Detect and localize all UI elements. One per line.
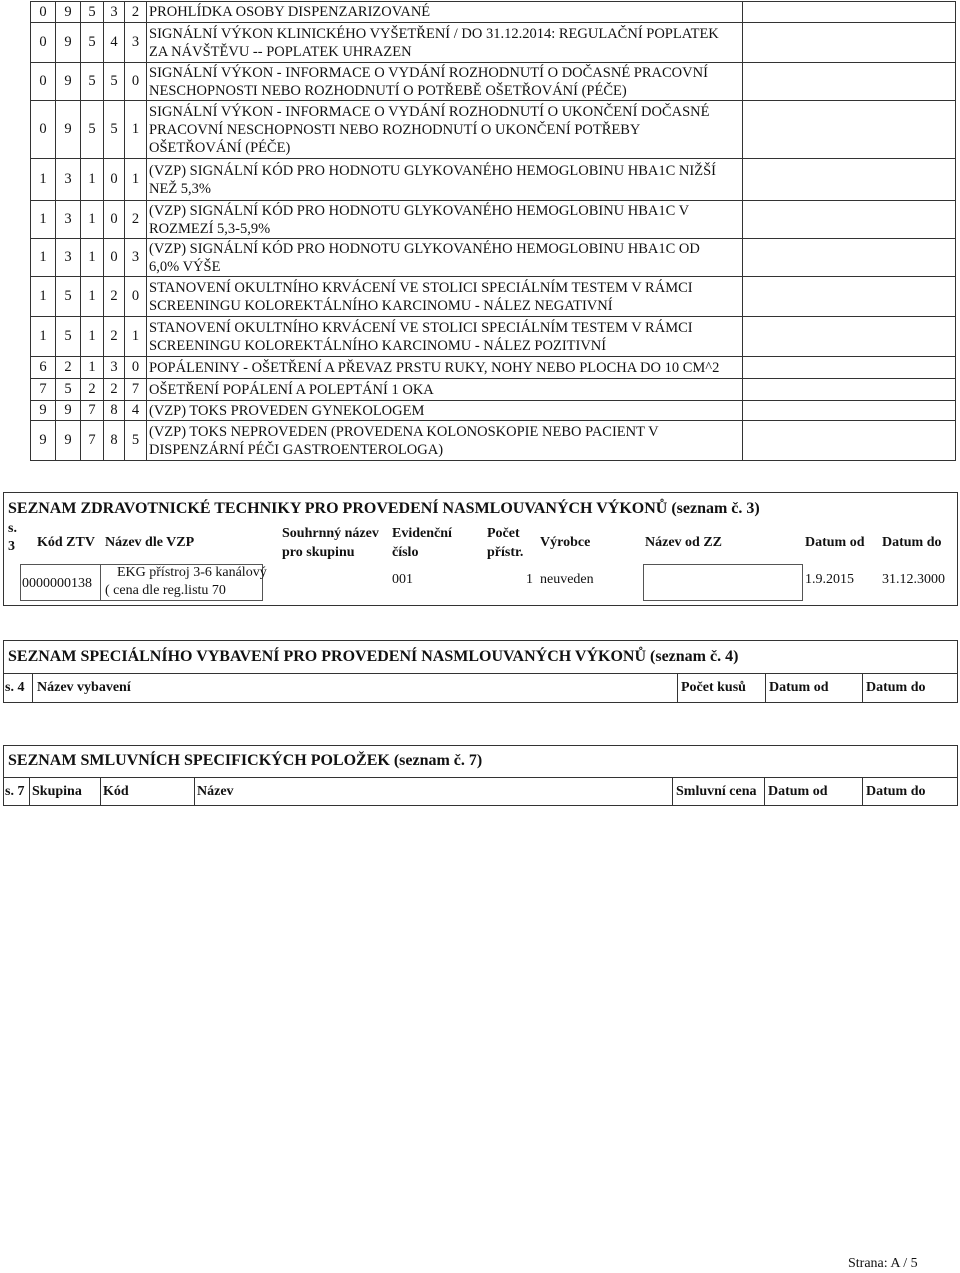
column-divider — [672, 777, 673, 806]
code-digit: 3 — [125, 239, 147, 277]
code-description-line: STANOVENÍ OKULTNÍHO KRVÁCENÍ VE STOLICI SPECIÁLNÍM TESTEM V RÁMCI — [149, 319, 693, 336]
code-digit: 0 — [31, 2, 56, 23]
code-description-line: PROHLÍDKA OSOBY DISPENZARIZOVANÉ — [149, 4, 431, 20]
header-divider — [3, 673, 958, 674]
code-digit: 2 — [104, 277, 125, 317]
code-digit: 1 — [31, 201, 56, 239]
code-digit: 9 — [56, 23, 81, 63]
code-description-line: (VZP) SIGNÁLNÍ KÓD PRO HODNOTU GLYKOVANÉHO HEMOGLOBINU HBA1C NIŽŠÍ — [149, 162, 716, 179]
column-header-datum-do: Datum do — [866, 784, 926, 799]
column-header-datum-do: Datum do — [866, 680, 926, 695]
empty-cell — [743, 63, 956, 101]
code-digit: 1 — [81, 159, 104, 201]
code-digit: 3 — [56, 201, 81, 239]
code-digit: 2 — [56, 357, 81, 379]
code-digit: 9 — [56, 101, 81, 159]
code-digit: 5 — [81, 2, 104, 23]
code-digit: 0 — [31, 63, 56, 101]
empty-cell — [743, 2, 956, 23]
code-description — [147, 159, 743, 201]
empty-cell — [743, 357, 956, 379]
empty-cell — [743, 201, 956, 239]
code-digit: 0 — [125, 277, 147, 317]
column-header-s: 3 — [8, 539, 15, 554]
code-digit: 1 — [125, 101, 147, 159]
column-header-datum-od: Datum od — [805, 535, 865, 550]
code-digit: 2 — [104, 379, 125, 401]
code-description-line: SIGNÁLNÍ VÝKON - INFORMACE O VYDÁNÍ ROZHODNUTÍ O UKONČENÍ DOČASNÉ — [149, 103, 710, 120]
column-divider — [764, 777, 765, 806]
code-row — [31, 63, 956, 101]
code-digit: 9 — [31, 401, 56, 421]
column-header-evidencni-cislo: číslo — [392, 545, 419, 560]
column-divider — [862, 777, 863, 806]
code-digit: 2 — [125, 2, 147, 23]
code-row — [31, 239, 956, 277]
code-digit: 5 — [56, 379, 81, 401]
code-digit: 0 — [31, 101, 56, 159]
code-row — [31, 357, 956, 379]
code-description-line: (VZP) SIGNÁLNÍ KÓD PRO HODNOTU GLYKOVANÉHO HEMOGLOBINU HBA1C OD — [149, 240, 700, 257]
column-header-vyrobce: Výrobce — [540, 535, 591, 550]
code-description-line: NESCHOPNOSTI NEBO ROZHODNUTÍ O POTŘEBĚ OŠETŘOVÁNÍ (PÉČE) — [149, 82, 627, 99]
code-description-line: STANOVENÍ OKULTNÍHO KRVÁCENÍ VE STOLICI SPECIÁLNÍM TESTEM V RÁMCI — [149, 279, 693, 296]
code-row — [31, 379, 956, 401]
code-description — [147, 201, 743, 239]
code-digit: 3 — [56, 239, 81, 277]
code-digit: 5 — [81, 63, 104, 101]
code-row — [31, 317, 956, 357]
code-digit: 1 — [31, 159, 56, 201]
column-header-nazev: Název — [197, 784, 234, 799]
code-digit: 7 — [31, 379, 56, 401]
code-digit: 9 — [56, 63, 81, 101]
column-header-evidencni-cislo: Evidenční — [392, 526, 452, 541]
code-description-line: POPÁLENINY - OŠETŘENÍ A PŘEVAZ PRSTU RUKY, NOHY NEBO PLOCHA DO 10 CM^2 — [149, 359, 720, 376]
column-header-souhrnny-nazev: pro skupinu — [282, 545, 355, 560]
column-header-smluvni-cena: Smluvní cena — [676, 784, 757, 799]
code-row — [31, 23, 956, 63]
empty-cell — [743, 379, 956, 401]
code-digit: 7 — [81, 421, 104, 461]
column-header-nazev-vybaveni: Název vybavení — [37, 680, 131, 695]
code-digit: 3 — [104, 2, 125, 23]
code-row — [31, 401, 956, 421]
column-divider — [29, 777, 30, 806]
code-description — [147, 379, 743, 401]
header-divider — [3, 777, 958, 778]
code-digit: 8 — [104, 421, 125, 461]
code-row — [31, 101, 956, 159]
column-header-datum-do: Datum do — [882, 535, 942, 550]
code-digit: 5 — [104, 63, 125, 101]
code-digit: 6 — [31, 357, 56, 379]
equipment-date-to: 31.12.3000 — [882, 572, 945, 587]
code-digit: 2 — [104, 317, 125, 357]
code-description-line: (VZP) TOKS PROVEDEN GYNEKOLOGEM — [149, 402, 425, 419]
code-digit: 0 — [104, 201, 125, 239]
column-header-s: s. 7 — [5, 784, 25, 799]
code-digit: 1 — [31, 239, 56, 277]
column-divider — [765, 673, 766, 703]
column-header-pocet-pristroju: Počet — [487, 526, 520, 541]
code-digit: 1 — [31, 277, 56, 317]
empty-cell — [743, 239, 956, 277]
code-row — [31, 201, 956, 239]
column-header-kod: Kód — [103, 784, 129, 799]
code-digit: 7 — [81, 401, 104, 421]
column-header-datum-od: Datum od — [768, 784, 828, 799]
code-description-line: SCREENINGU KOLOREKTÁLNÍHO KARCINOMU - NÁLEZ POZITIVNÍ — [149, 337, 607, 354]
equipment-manufacturer: neuveden — [540, 572, 594, 587]
code-digit: 1 — [81, 317, 104, 357]
code-digit: 1 — [125, 317, 147, 357]
code-digit: 0 — [125, 357, 147, 379]
empty-cell — [743, 23, 956, 63]
code-description-line: OŠETŘENÍ POPÁLENÍ A POLEPTÁNÍ 1 OKA — [149, 381, 434, 398]
empty-cell — [743, 401, 956, 421]
equipment-code: 0000000138 — [22, 576, 92, 591]
equipment-date-from: 1.9.2015 — [805, 572, 854, 587]
code-digit: 7 — [125, 379, 147, 401]
code-description — [147, 357, 743, 379]
code-description-line: SIGNÁLNÍ VÝKON - INFORMACE O VYDÁNÍ ROZHODNUTÍ O DOČASNÉ PRACOVNÍ — [149, 64, 708, 81]
equipment-count: 1 — [526, 572, 533, 587]
code-digit: 5 — [125, 421, 147, 461]
code-digit: 2 — [125, 201, 147, 239]
column-divider — [194, 777, 195, 806]
code-description-line: (VZP) SIGNÁLNÍ KÓD PRO HODNOTU GLYKOVANÉHO HEMOGLOBINU HBA1C V — [149, 202, 690, 219]
code-digit: 3 — [56, 159, 81, 201]
code-digit: 5 — [104, 101, 125, 159]
equipment-evidence-number: 001 — [392, 572, 413, 587]
code-digit: 0 — [104, 239, 125, 277]
code-digit: 3 — [104, 357, 125, 379]
column-header-pocet-kusu: Počet kusů — [681, 680, 746, 695]
code-digit: 2 — [81, 379, 104, 401]
code-description — [147, 317, 743, 357]
section-title: SEZNAM SPECIÁLNÍHO VYBAVENÍ PRO PROVEDENÍ NASMLOUVANÝCH VÝKONŮ (seznam č. 4) — [8, 648, 739, 665]
code-digit: 1 — [81, 201, 104, 239]
code-description-line: SCREENINGU KOLOREKTÁLNÍHO KARCINOMU - NÁLEZ NEGATIVNÍ — [149, 297, 613, 314]
code-description-line: PRACOVNÍ NESCHOPNOSTI NEBO ROZHODNUTÍ O UKONČENÍ POTŘEBY — [149, 121, 641, 138]
column-header-nazev-dle-vzp: Název dle VZP — [105, 535, 195, 550]
column-divider — [862, 673, 863, 703]
code-digit: 5 — [81, 101, 104, 159]
code-description — [147, 401, 743, 421]
column-header-s: s. — [8, 521, 17, 536]
code-digit: 0 — [104, 159, 125, 201]
column-header-skupina: Skupina — [32, 784, 82, 799]
codes-table — [30, 1, 956, 461]
page-number: Strana: A / 5 — [848, 1256, 918, 1271]
section-title: SEZNAM ZDRAVOTNICKÉ TECHNIKY PRO PROVEDENÍ NASMLOUVANÝCH VÝKONŮ (seznam č. 3) — [8, 500, 760, 517]
equipment-name: EKG přístroj 3-6 kanálový — [117, 565, 267, 580]
cell-nazev-od-zz — [643, 564, 803, 601]
code-digit: 0 — [125, 63, 147, 101]
section-title: SEZNAM SMLUVNÍCH SPECIFICKÝCH POLOŽEK (seznam č. 7) — [8, 752, 483, 769]
code-description — [147, 277, 743, 317]
code-description-line: NEŽ 5,3% — [149, 180, 212, 197]
code-digit: 4 — [104, 23, 125, 63]
code-description — [147, 239, 743, 277]
code-description — [147, 2, 743, 23]
code-description — [147, 421, 743, 461]
code-digit: 9 — [56, 401, 81, 421]
code-description-line: DISPENZÁRNÍ PÉČI GASTROENTEROLOGA) — [149, 441, 444, 458]
code-digit: 1 — [125, 159, 147, 201]
code-digit: 5 — [56, 317, 81, 357]
code-digit: 9 — [31, 421, 56, 461]
code-digit: 1 — [31, 317, 56, 357]
code-digit: 5 — [56, 277, 81, 317]
column-header-s: s. 4 — [5, 680, 25, 695]
code-description-line: (VZP) TOKS NEPROVEDEN (PROVEDENA KOLONOSKOPIE NEBO PACIENT V — [149, 423, 659, 440]
column-divider — [677, 673, 678, 703]
equipment-name: ( cena dle reg.listu 70 — [105, 583, 226, 598]
column-header-kod-ztv: Kód ZTV — [37, 535, 95, 550]
column-header-datum-od: Datum od — [769, 680, 829, 695]
code-digit: 5 — [81, 23, 104, 63]
code-digit: 1 — [81, 277, 104, 317]
code-digit: 0 — [31, 23, 56, 63]
code-digit: 1 — [81, 357, 104, 379]
code-description — [147, 101, 743, 159]
empty-cell — [743, 159, 956, 201]
empty-cell — [743, 421, 956, 461]
code-digit: 9 — [56, 421, 81, 461]
code-digit: 1 — [81, 239, 104, 277]
code-row — [31, 159, 956, 201]
column-divider — [100, 777, 101, 806]
code-description-line: ZA NÁVŠTĚVU -- POPLATEK UHRAZEN — [149, 43, 412, 60]
column-header-souhrnny-nazev: Souhrnný název — [282, 526, 379, 541]
column-header-nazev-od-zz: Název od ZZ — [645, 535, 722, 550]
empty-cell — [743, 317, 956, 357]
column-header-pocet-pristroju: přístr. — [487, 545, 524, 560]
code-digit: 4 — [125, 401, 147, 421]
code-description — [147, 23, 743, 63]
code-description-line: OŠETŘOVÁNÍ (PÉČE) — [149, 139, 291, 156]
column-divider — [32, 673, 33, 703]
code-digit: 3 — [125, 23, 147, 63]
code-digit: 9 — [56, 2, 81, 23]
code-description-line: 6,0% VÝŠE — [149, 258, 221, 275]
code-description-line: SIGNÁLNÍ VÝKON KLINICKÉHO VYŠETŘENÍ / DO 31.12.2014: REGULAČNÍ POPLATEK — [149, 25, 719, 42]
code-row — [31, 277, 956, 317]
code-row — [31, 421, 956, 461]
code-description-line: ROZMEZÍ 5,3-5,9% — [149, 220, 271, 237]
code-digit: 8 — [104, 401, 125, 421]
code-row — [31, 2, 956, 23]
empty-cell — [743, 277, 956, 317]
empty-cell — [743, 101, 956, 159]
code-description — [147, 63, 743, 101]
